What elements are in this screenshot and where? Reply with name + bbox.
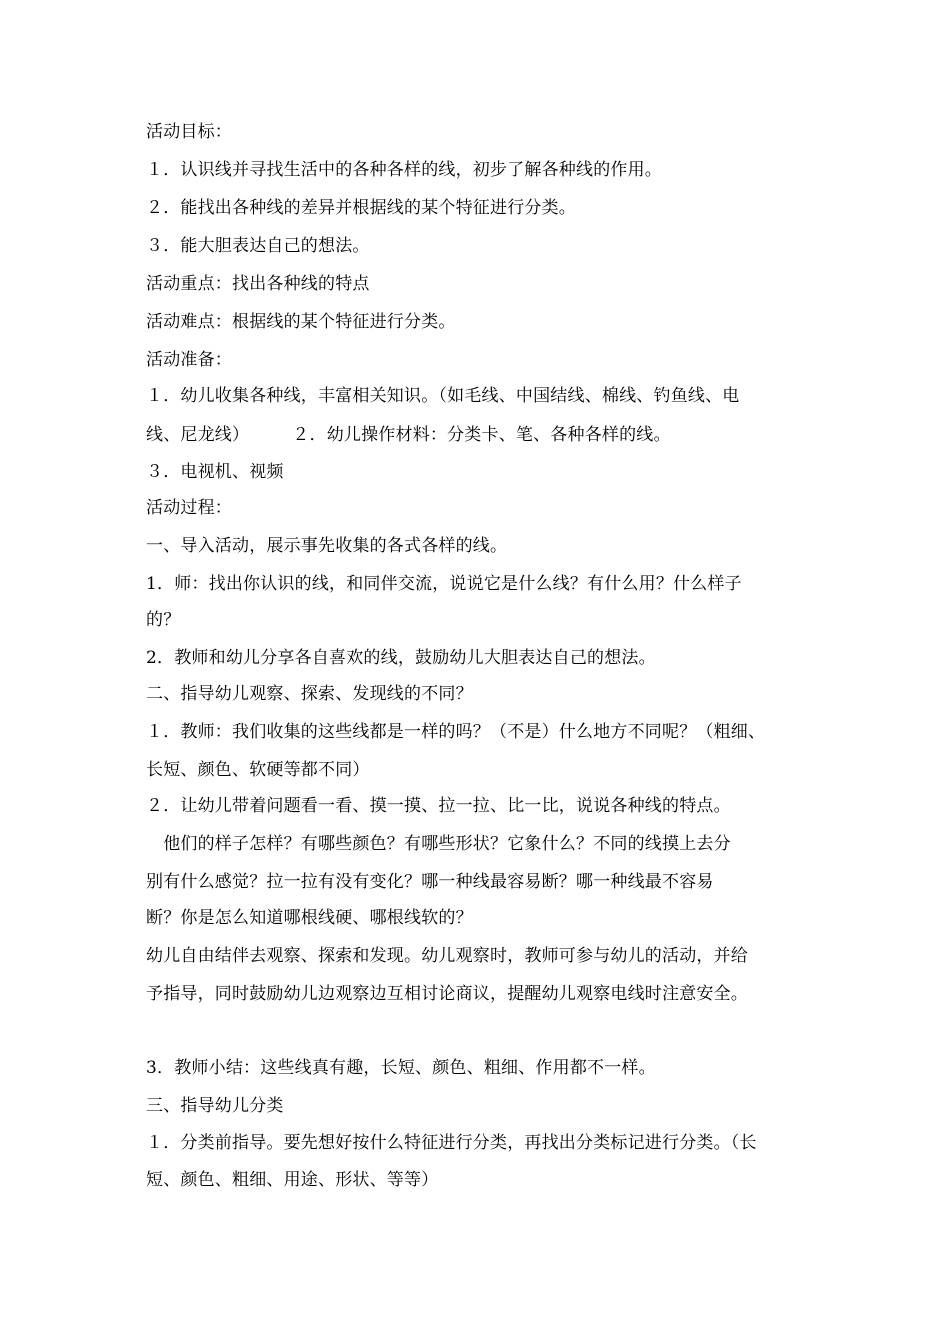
goal-item-2: ２．能找出各种线的差异并根据线的某个特征进行分类。 bbox=[146, 198, 576, 218]
process-free-exploration-line-1: 幼儿自由结伴去观察、探索和发现。幼儿观察时，教师可参与幼儿的活动，并给 bbox=[146, 946, 748, 966]
process-step-2-1-line-2: 长短、颜色、软硬等都不同） bbox=[146, 760, 370, 780]
process-step-3-1-line-2: 短、颜色、粗细、用途、形状、等等） bbox=[146, 1170, 439, 1190]
process-section-2: 二、指导幼儿观察、探索、发现线的不同？ bbox=[146, 684, 473, 704]
preparation-item-3: ３．电视机、视频 bbox=[146, 462, 284, 482]
process-step-3-1-line-1: １．分类前指导。要先想好按什么特征进行分类，再找出分类标记进行分类。（长 bbox=[146, 1133, 757, 1153]
process-step-2-3-summary: 3．教师小结：这些线真有趣，长短、颜色、粗细、作用都不一样。 bbox=[146, 1058, 656, 1078]
activity-difficulty: 活动难点：根据线的某个特征进行分类。 bbox=[146, 312, 456, 332]
preparation-item-1-line-1: １．幼儿收集各种线，丰富相关知识。（如毛线、中国结线、棉线、钓鱼线、电 bbox=[146, 386, 740, 406]
heading-activity-preparation: 活动准备： bbox=[146, 350, 232, 370]
process-step-1-2: 2．教师和幼儿分享各自喜欢的线，鼓励幼儿大胆表达自己的想法。 bbox=[146, 648, 656, 668]
process-step-1-1-line-1: 1．师：找出你认识的线，和同伴交流，说说它是什么线？有什么用？什么样子 bbox=[146, 574, 742, 594]
goal-item-3: ３．能大胆表达自己的想法。 bbox=[146, 236, 370, 256]
process-step-2-2-questions-line-3: 断？你是怎么知道哪根线硬、哪根线软的？ bbox=[146, 908, 473, 928]
process-step-2-2-questions-line-1: 他们的样子怎样？有哪些颜色？有哪些形状？它象什么？不同的线摸上去分 bbox=[146, 834, 731, 854]
heading-activity-goals: 活动目标： bbox=[146, 122, 232, 142]
process-section-1: 一、导入活动，展示事先收集的各式各样的线。 bbox=[146, 536, 508, 556]
process-step-2-2-questions-line-2: 别有什么感觉？拉一拉有没有变化？哪一种线最容易断？哪一种线最不容易 bbox=[146, 872, 714, 892]
heading-activity-process: 活动过程： bbox=[146, 498, 232, 518]
process-step-2-2: ２．让幼儿带着问题看一看、摸一摸、拉一拉、比一比，说说各种线的特点。 bbox=[146, 796, 731, 816]
process-free-exploration-line-2: 予指导，同时鼓励幼儿边观察边互相讨论商议，提醒幼儿观察电线时注意安全。 bbox=[146, 984, 748, 1004]
process-section-3: 三、指导幼儿分类 bbox=[146, 1096, 284, 1116]
activity-key-point: 活动重点：找出各种线的特点 bbox=[146, 274, 370, 294]
goal-item-1: １．认识线并寻找生活中的各种各样的线，初步了解各种线的作用。 bbox=[146, 160, 662, 180]
process-step-2-1-line-1: １．教师：我们收集的这些线都是一样的吗？（不是）什么地方不同呢？（粗细、 bbox=[146, 722, 766, 742]
preparation-item-1-line-2: 线、尼龙线） ２．幼儿操作材料：分类卡、笔、各种各样的线。 bbox=[146, 425, 671, 445]
process-step-1-1-line-2: 的？ bbox=[146, 610, 181, 630]
